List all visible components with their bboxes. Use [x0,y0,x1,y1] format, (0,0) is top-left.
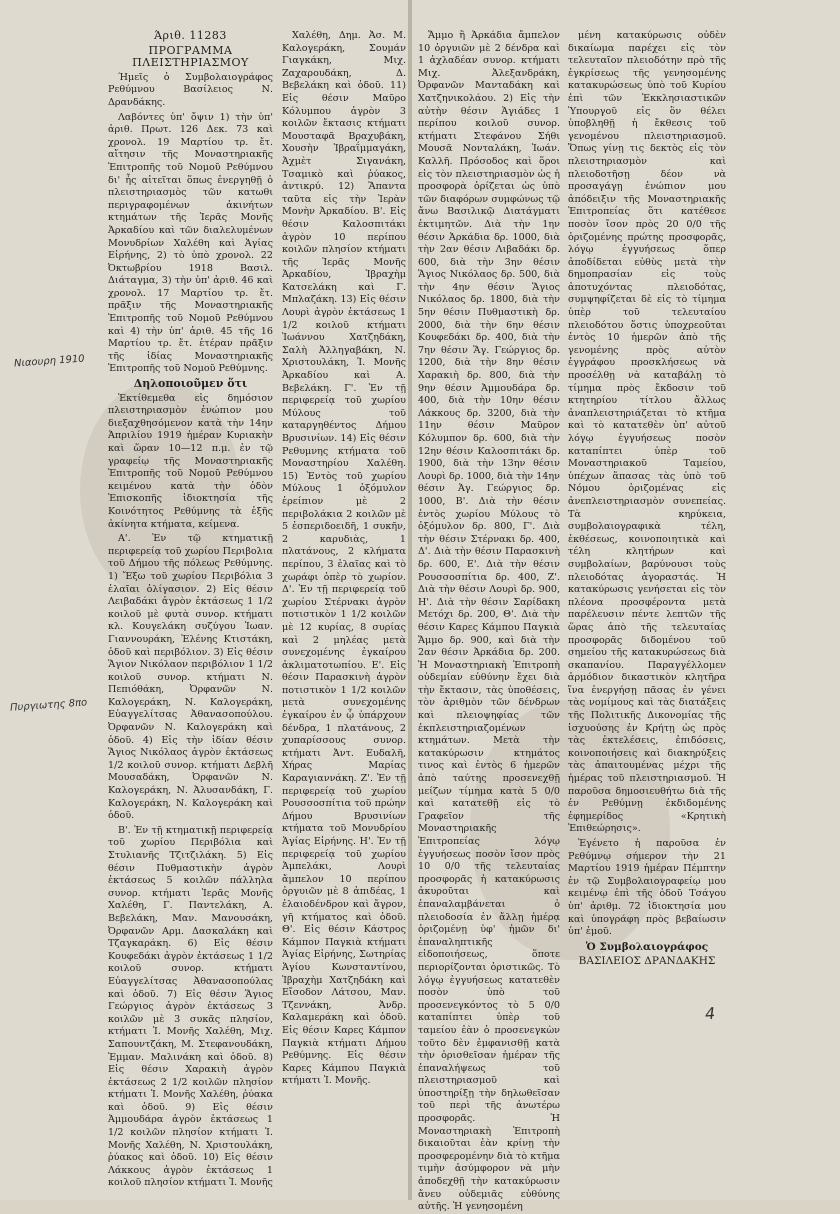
paragraph: μένη κατακύρωσις οὐδὲν δικαίωμα παρέχει εἰς τὸν τελευταῖον πλειοδότην πρὸ τῆς ἐγκρίσεως τῆς γενησομένης κατακυρώσεως ὑπὸ τοῦ Κυρίου ἐπὶ τῶν Ἐκκλησιαστικῶν Ὑπουργοῦ εἰς ὃν θέλει ὑποβληθῇ ἡ ἔκθεσις τοῦ γενομένου πλειστηριασμοῦ. Ὅπως γίνῃ τις δεκτὸς εἰς τὸν πλειστηριασμὸν καὶ πλειοδοτῆσῃ δέον νὰ προσαγάγῃ ἐνώπιον μου ἀπόδειξιν τῆς Μοναστηριακῆς Ἐπιτροπείας ὅτι κατέθεσε ποσὸν ἴσον πρὸς 20 0/0 τῆς ὁριζομένης πρώτης προσφορᾶς, λόγῳ ἐγγυήσεως ὅπερ ἀποδίδεται εὐθὺς μετὰ τὴν δημοπρασίαν εἰς τοὺς ἀποτυχόντας πλειοδότας, συμψηφίζεται δὲ εἰς τὸ τίμημα ὑπὲρ τοῦ τελευταίου πλειοδότου ὅστις ὑποχρεοῦται ἐντὸς 10 ἡμερῶν ἀπὸ τῆς γενομένης πρὸς αὐτὸν ἐγγράφου προσκλήσεως νὰ προσέλθῃ νὰ καταβάλῃ τὸ τίμημα πρὸς ἔκδοσιν τοῦ κτητηρίου τίτλου ἄλλως ἀναπλειστηριάζεται τὸ κτῆμα καὶ τὸ κατατεθὲν ὑπ' αὐτοῦ λόγῳ ἐγγυήσεως ποσὸν καταπίπτει ὑπὲρ τοῦ Μοναστηριακοῦ Ταμείου, ὑπέχων ἅπασας τὰς ὑπὸ τοῦ Νόμου ὁριζομένας εἰς ἀνεπλειστηριασμὸν συνεπείας. Τὰ κηρύκεια, συμβολαιογραφικὰ τέλη, ἐκθέσεως, κοινοποιητικὰ καὶ τέλη κλητήρων καὶ συμβολαίων, βαρύνουσι τοὺς πλειοδότας ἀγοραστάς. Ἡ κατακύρωσις γενήσεται εἰς τὸν πλέονα προσφέροντα μετὰ παρέλευσιν πέντε λεπτῶν τῆς ὥρας ἀπὸ τῆς τελευταίας προσφορᾶς διδομένου τοῦ σημείου τῆς κατακυρώσεως διὰ σκαπανίου. Παραγγέλλομεν ἁρμόδιον δικαστικὸν κλητῆρα ἵνα ἐνεργήσῃ πᾶσας ἐν γένει τὰς νομίμους καὶ τὰς διατάξεις τῆς Πολιτικῆς Δικονομίας τῆς ἰσχυούσης ἐν Κρήτῃ ὡς πρὸς τὰς ἐκτελέσεις, ἐπιδόσεις, κοινοποιήσεις καὶ διακηρύξεις τὰς ἀπαιτουμένας μέχρι τῆς ἡμέρας τοῦ πλειστηριασμοῦ. Ἡ παροῦσα δημοσιευθήτω διὰ τῆς ἐν Ρεθύμνῃ ἐκδιδομένης ἐφημερίδος «Κρητικὴ Ἐπιθεώρησις». [568,30,726,835]
paragraph: Α'. Ἐν τῷ κτηματικῇ περιφερείᾳ τοῦ χωρίου Περιβολια τοῦ Δήμου τῆς πόλεως Ρεθύμνης. 1) Ἔξω τοῦ χωρίου Περιβόλια 3 ἐλαῖαι ὀλίγασιον. 2) Εἰς θέσιν Λειβαδάκι ἀγρὸν ἐκτάσεως 1 1/2 κοιλοῦ μὲ φυτὰ συνορ. κτήματι κλ. Κουγελάκη συζύγου Ἰωαν. Γιαννουράκη, Ἐλένης Κτιστάκη, ὁδοῦ καὶ περιβόλιον. 3) Εἰς θέσιν Ἅγιον Νικόλαον περιβόλιον 1 1/2 κοιλοῦ συνορ. κτήματι Ν. Πεπιόθάκη, Ὀρφανῶν Ν. Καλογεράκη, Ν. Καλογεράκη, Εὐαγγελίτσας Ἀθανασοπούλου. Ὀρφανῶν Ν. Καλογεράκη καὶ ὁδοῦ. 4) Εἰς τὴν ἰδίαν θέσιν Ἅγιος Νικόλαος ἀγρὸν ἐκτάσεως 1/2 κοιλοῦ συνορ. κτήματι Δεβλῆ Μουσαδάκη, Ὀρφανῶν Ν. Καλογεράκη, Ν. Ἀλυσανδάκη, Γ. Καλογεράκη, Ν. Καλογεράκη καὶ ὁδοῦ. [108,533,273,822]
notice-title: ΠΡΟΓΡΑΜΜΑ ΠΛΕΙΣΤΗΡΙΑΣΜΟΥ [132,43,249,70]
column-2 [282,30,406,1150]
paragraph: Ἐκτίθεμεθα εἰς δημόσιον πλειστηριασμὸν ἐνώπιον μου διεξαχθησόμενον κατὰ τὴν 14ην Ἀπριλίου 1919 ἡμέραν Κυριακὴν καὶ ὥραν 10—12 π.μ. ἐν τῷ γραφείῳ τῆς Μοναστηριακῆς Ἐπιτροπῆς τοῦ Νομοῦ Ρεθύμνου κειμένου κατὰ τὴν ὁδὸν Ἐπισκοπῆς ἰδιοκτησία τῆς Κοινότητος Ρεθύμνης τὰ ἑξῆς ἀκίνητα κτήματα, κείμενα. [108,392,273,530]
declaration-heading: Δηλοποιοῦμεν ὅτι [133,377,248,391]
page-fold [408,0,412,1200]
column-3 [418,30,561,1213]
closing-paragraph: Ἐγένετο ἡ παροῦσα ἐν Ρεθύμνῳ σήμερον τὴν 21 Μαρτίου 1919 ἡμέραν Πέμπτην ἐν τῷ Συμβολαιογραφείῳ μου κειμένῳ ἐπὶ τῆς ὁδοῦ Τσάγου ὑπ' ἀριθμ. 72 ἰδιοκτησία μου καὶ ὑπογράφη πρὸς βεβαίωσιν ὑπ' ἐμοῦ. [568,838,726,938]
column-1 [108,29,273,1189]
paragraph: Λαβόντες ὑπ' ὄψιν 1) τὴν ὑπ' ἀριθ. Πρωτ. 126 Δεκ. 73 καὶ χρονολ. 19 Μαρτίου τρ. ἔτ. αἴτησιν τῆς Μοναστηριακῆς Ἐπιτροπῆς τοῦ Νομοῦ Ρεθύμνου δι' ἧς αἰτεῖται ὅπως ἐνεργηθῇ ὁ πλειστηριασμὸς τῶν κατωθι περιγραφομένων ἀκινήτων κτημάτων τῆς Ἱερᾶς Μονῆς Ἀρκαδίου καὶ τῶν διαλελυμένων Μονυδρίων Χαλέθη καὶ Ἁγίας Εἰρήνης, 2) τὸ ὑπὸ χρονολ. 22 Ὀκτωβρίου 1918 Βασιλ. Διάταγμα, 3) τὴν ὑπ' ἀριθ. 46 καὶ χρονολ. 17 Μαρτίου τρ. ἔτ. πρᾶξιν τῆς Μοναστηριακῆς Ἐπιτροπῆς τοῦ Νομοῦ Ρεθύμνου καὶ 4) τὴν ὑπ' ἀριθ. 45 τῆς 16 Μαρτίου τρ. ἔτ. ἑτέραν πρᾶξιν τῆς ἰδίας Μοναστηριακῆς Ἐπιτροπῆς τοῦ Νομοῦ Ρεθύμνης. [108,111,273,375]
paragraph: Ἄμμο ἢ Ἀρκάδια ἄμπελον 10 ὀργυιῶν μὲ 2 δένδρα καὶ 1 ἀχλαδέαν συνορ. κτήματι Μιχ. Ἀλεξανδράκη, Ὀρφανῶν Μανταδάκη καὶ Χατζηνικολάου. 2) Εἰς τὴν αὐτὴν θέσιν Ἁγιάδες 1 περίπου κοιλοῦ συνορ. κτήματι Στεφάνου Σήθι Μουσᾶ Νονταλάκη, Ἰωάν. Καλλῆ. Πρόσοδος καὶ ὅροι εἰς τὸν πλειστηριασμὸν ὡς ἡ προσφορὰ ὁρίζεται ὡς ὑπὸ τῶν διαφόρων συμφώνως τῷ ἄνω Βασιλικῷ Διατάγματι ἐκτιμητῶν. Διὰ τὴν 1ην θέσιν Ἀρκάδια δρ. 1000, διὰ τὴν 2αν θέσιν Λιβαδάκι δρ. 600, διὰ τὴν 3ην θέσιν Ἅγιος Νικόλαος δρ. 500, διὰ τὴν 4ην θέσιν Ἅγιος Νικόλαος δρ. 1800, διὰ τὴν 5ην θέσιν Πυθμαστικὴ δρ. 2000, διὰ τὴν 6ην θέσιν Κουφεδάκι δρ. 400, διὰ τὴν 7ην θέσιν Ἅγ. Γεώργιος δρ. 1200, διὰ τὴν 8ην θέσιν Χαρακιὴ δρ. 800, διὰ τὴν 9ην θέσιν Ἀμμουδάρα δρ. 400, διὰ τὴν 10ην θέσιν Λάκκους δρ. 3200, διὰ τὴν 11ην θέσιν Μαῦρον Κόλυμπον δρ. 600, διὰ τὴν 12ην θέσιν Καλοσπιτάκι δρ. 1900, διὰ τὴν 13ην θέσιν Λουρὶ δρ. 1000, διὰ τὴν 14ην θέσιν Ἀγ. Γεώργιος δρ. 1000, Β'. Διὰ τὴν θέσιν ἐντὸς χωρίου Μύλους τὸ ὀξόμυλον δρ. 800, Γ'. Διὰ τὴν θέσιν Στέρνακι δρ. 400, Δ'. Διὰ τὴν θέσιν Παρασκινὴ δρ. 600, Ε'. Διὰ τὴν θέσιν Ρουσσοσπίτια δρ. 400, Ζ'. Διὰ τὴν θέσιν Λουρὶ δρ. 900, Η'. Διὰ τὴν θέσιν Σαρίδακη Μετόχι δρ. 200, Θ'. Διὰ τὴν θέσιν Καρες Κάμπου Παγκιὰ Ἄμμο δρ. 900, καὶ διὰ τὴν 2αν θέσιν Ἀρκάδια δρ. 200. Ἡ Μοναστηριακὴ Ἐπιτροπὴ οὐδεμίαν εὐθύνην ἔχει διὰ τὴν ἔκτασιν, τὰς ὑποθέσεις, τὸν ἀριθμὸν τῶν δένδρων καὶ πλειοψηφίας τῶν ἐκπλειστηριαζομένων κτημάτων. Μετὰ τὴν κατακύρωσιν κτημάτος τινος καὶ ἐντὸς 6 ἡμερῶν ἀπὸ ταύτης προσενεχθῇ μείζων τίμημα κατὰ 5 0/0 καὶ κατατεθῇ εἰς τὸ Γραφεῖον τῆς Μοναστηριακῆς Ἐπιτροπείας λόγῳ ἐγγυήσεως ποσὸν ἴσον πρὸς 10 0/0 τῆς τελευταίας προσφορᾶς ἡ κατακύρωσις ἀκυροῦται καὶ ἐπαναλαμβάνεται ὁ πλειοδοσία ἐν ἄλλῃ ἡμέρᾳ ὁριζομένῃ ὑφ' ἡμῶν δι' ἐπαναληπτικῆς εἰδοποιήσεως, ὅποτε περιορίζονται ὀριστικῶς. Τὸ λόγῳ ἐγγυήσεως κατατεθὲν ποσὸν ὑπὸ τοῦ προσενεγκόντος τὸ 5 0/0 καταπίπτει ὑπὲρ τοῦ ταμείου ἐὰν ὁ προσενεγκὼν τοῦτο δὲν ἐμφανισθῇ κατὰ τὴν ὁρισθεῖσαν ἡμέραν τῆς ἐπαναλήψεως τοῦ πλειστηριασμοῦ καὶ ὑποστηρίξῃ τὴν δηλωθεῖσαν τοῦ περὶ τῆς ἀνωτέρω προσφορᾶς. Ἡ Μοναστηριακὴ Ἐπιτροπὴ δικαιοῦται ἐὰν κρίνῃ τὴν προσφερομένην διὰ τὸ κτῆμα τιμὴν ἀσύμφορον νὰ μὴν ἀποδεχθῇ τὴν κατακύρωσιν ἄνευ οὐδεμιᾶς εὐθύνης αὐτῆς. Ἡ γενησομένη [418,30,561,1213]
handwritten-note: Πυργιωτης 8πο [9,697,88,714]
handwritten-note: Νιαουρη 1910 [13,353,85,370]
signer-title: Ὁ Συμβολαιογράφος [585,940,709,953]
notice-number: Άριθ. 11283 [154,29,227,42]
signer-name: ΒΑΣΙΛΕΙΟΣ ΔΡΑΝΔΑΚΗΣ [578,955,716,968]
handwritten-page-mark: 4 [704,1003,716,1024]
paragraph: Β'. Ἐν τῇ κτηματικῇ περιφερείᾳ τοῦ χωρίου Περιβόλια καὶ Στυλιανῆς Τζιτζιλάκη. 5) Εἰς θέσιν Πυθμαστικὴν ἀγρὸν ἐκτάσεως 5 κοιλῶν πάλληλα συνορ. κτήματι Ἱερᾶς Μονῆς Χαλέθη, Γ. Παντελάκη, Α. Βεβελάκη, Μαν. Μανουσάκη, Ὀρφανῶν Αρμ. Δασκαλάκη καὶ Τζαγκαράκη. 6) Εἰς θέσιν Κουφεδάκι ἀγρὸν ἐκτάσεως 1 1/2 κοιλοῦ συνορ. κτήματι Εὐαγγελίτσας Ἀθανασοπούλας καὶ ὁδοῦ. 7) Εἰς θέσιν Ἅγιος Γεώργιος ἀγρὸν ἐκτάσεως 3 κοιλῶν μὲ 3 συκᾶς πλησίον, κτήματι Ἱ. Μονῆς Χαλέθη, Μιχ. Σαπουντζάκη, Μ. Στεφανουδάκη, Ἐμμαν. Μαλινάκη καὶ ὁδοῦ. 8) Εἰς θέσιν Χαρακιὴ ἀγρὸν ἐκτάσεως 2 1/2 κοιλῶν πλησίον κτήματι Ἱ. Μονῆς Χαλέθη, ῥύακα καὶ ὁδοῦ. 9) Εἰς θέσιν Ἀμμουδάρα ἀγρὸν ἐκτάσεως 1 1/2 κοιλῶν πλησίον κτήματι Ἱ. Μονῆς Χαλέθη, Ν. Χριστουλάκη, ῥύακος καὶ ὁδοῦ. 10) Εἰς θέσιν Λάκκους ἀγρὸν ἐκτάσεως 1 κοιλοῦ πλησίον κτήματι Ἱ. Μονῆς [108,824,273,1189]
paragraph: Χαλέθη, Δημ. Ἀσ. Μ. Καλογεράκη, Σουμάν Γιαγκάκη, Μιχ. Ζαχαρουδάκη, Δ. Βεβελάκη καὶ ὁδοῦ. 11) Εἰς θέσιν Μαῦρο Κόλυμπου ἀγρὸν 3 κοιλῶν ἔκτασις κτήματι Μουσταφᾶ Βραχυβάκη, Χουσὴν Ἰβραΐμμαγάκη, Ἀχμὲτ Σιγανάκη, Τσαμικὸ καὶ ῥύακος, ἀντικρύ. 12) Ἅπαντα ταῦτα εἰς τὴν Ἱερὰν Μονὴν Ἀρκαδίου. Β'. Εἰς θέσιν Καλοσπιτάκι ἀγρὸν 10 περίπου κοιλῶν πλησίον κτήματι τῆς Ἱερᾶς Μονῆς Ἀρκαδίου, Ἰβραχὴμ Κατσελάκη καὶ Γ. Μπλαζάκη. 13) Εἰς θέσιν Λουρὶ ἀγρὸν ἐκτάσεως 1 1/2 κοιλοῦ κτήματι Ἰωάννου Χατζηδάκη, Σαλὴ Ἀλληγαβάκη, Ν. Χριστουλάκη, Ἱ. Μονῆς Ἀρκαδίου καὶ Α. Βεβελάκη. Γ'. Ἐν τῇ περιφερείᾳ τοῦ χωρίου Μύλους τοῦ καταργηθέντος Δήμου Βρυσινίων. 14) Εἰς θέσιν Ρεθυμνης κτήματα τοῦ Μοναστηρίου Χαλέθη. 15) Ἐντὸς τοῦ χωρίου Μύλους 1 ὀξόμυλον ἐρείπιον μὲ 2 περιβολάκια 2 κοιλῶν μὲ 5 ἐσπεριδοειδῆ, 1 συκῆν, 2 καρυδιὰς, 1 πλατάνους, 2 κλήματα περίπου, 3 ἐλαῖας καὶ τὸ χωράφι ὁπὲρ τὸ χωρίον. Δ'. Ἐν τῇ περιφερείᾳ τοῦ χωρίου Στέρνακι ἀγρὸν ποτιστικὸν 1 1/2 κοιλῶν μὲ 12 κυρίας, 8 συρίας καὶ 2 μηλέας μετὰ συνεχομένης ἐγκαίρου ἀκλιματοτωπίου. Ε'. Εἰς θέσιν Παρασκινὴ ἀγρὸν ποτιστικὸν 1 1/2 κοιλῶν μετὰ συνεχομένης ἐγκαίρου ἐν ᾧ ὑπάρχουν δένδρα, 1 πλατάνους, 2 χυπαρίσσους συνορ. κτήματι Ἀντ. Ευδαλῆ, Χήρας Μαρίας Καραγιαννάκη. Ζ'. Ἐν τῇ περιφερείᾳ τοῦ χωρίου Ρουσσοσπίτια τοῦ πρώην Δήμου Βρυσινίων κτήματα τοῦ Μονυδρίου Ἁγίας Εἰρήνης. Η'. Ἐν τῇ περιφερείᾳ τοῦ χωρίου Ἀμπελάκι, Λουρὶ ἄμπελον 10 περίπου ὀργυιῶν μὲ 8 ἀπιδέας, 1 ἐλαιοδένδρον καὶ ἄγρον, γῆ κτήματος καὶ ὁδοῦ. Θ'. Εἰς θέσιν Κάστρος Κάμπον Παγκιὰ κτήματι Ἁγίας Εἰρήνης, Σωτηρίας Ἁγίου Κωνσταντίνου, Ἰβραχὴμ Χατζηδάκη καὶ Εἴσοδον Λάτσου, Μαν. Τζεννάκη, Ἀνδρ. Καλαμεράκη καὶ ὁδοῦ. Εἰς θέσιν Καρες Κάμπον Παγκιὰ κτήματι Δήμου Ρεθύμνης. Εἰς θέσιν Καρες Κάμπου Παγκιὰ κτήματι Ἱ. Μονῆς. [282,30,406,1087]
column-4 [568,30,726,1150]
intro-paragraph: Ήμεῖς ὁ Συμβολαιογράφος Ρεθύμνου Βασίλειος Ν. Δρανδάκης. [108,71,273,108]
